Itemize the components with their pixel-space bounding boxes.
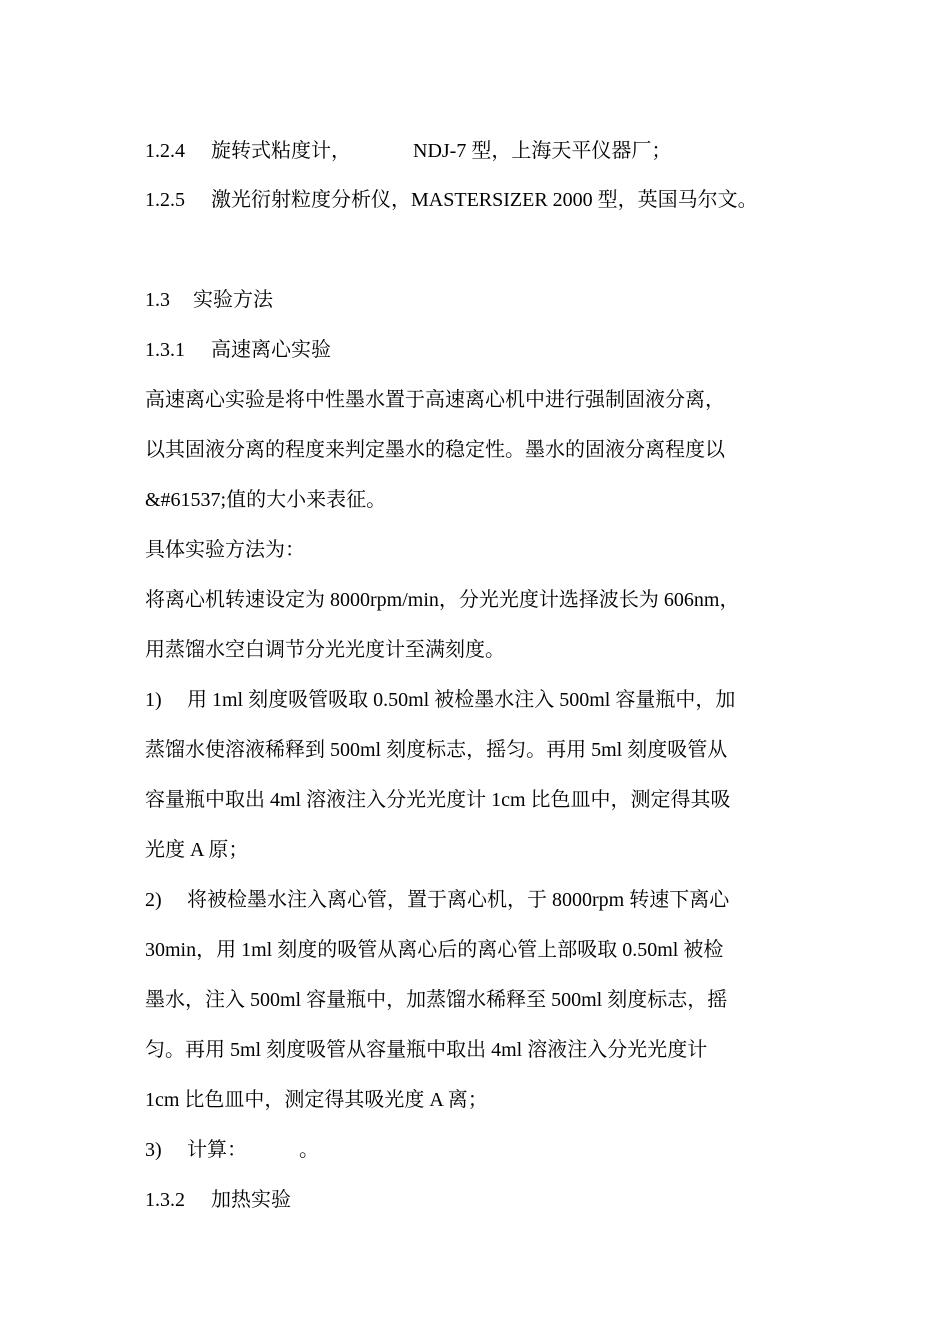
item-text: 激光衍射粒度分析仪，MASTERSIZER 2000 型，英国马尔文。 — [211, 189, 758, 211]
step-text: 将被检墨水注入离心管，置于离心机，于 8000rpm 转速下离心 — [187, 889, 730, 911]
section-heading-1-3-1 — [145, 338, 331, 362]
item-1-2-5 — [145, 188, 758, 212]
step-number: 3) — [145, 1139, 162, 1161]
item-text: 旋转式粘度计， — [211, 140, 351, 162]
step-number: 1) — [145, 689, 162, 711]
step-2-line: 1cm 比色皿中，测定得其吸光度 A 离； — [145, 1089, 488, 1111]
step-1-line: 蒸馏水使溶液稀释到 500ml 刻度标志，摇匀。再用 5ml 刻度吸管从 — [145, 739, 728, 761]
step-end-mark: 。 — [299, 1139, 319, 1161]
step-1-line: 光度 A 原； — [145, 839, 249, 861]
item-text-model: NDJ-7 型，上海天平仪器厂； — [413, 140, 672, 162]
item-1-2-4 — [145, 139, 671, 163]
step-1-line: 容量瓶中取出 4ml 溶液注入分光光度计 1cm 比色皿中，测定得其吸 — [145, 789, 731, 811]
step-2-line — [145, 888, 729, 912]
step-2-line: 墨水，注入 500ml 容量瓶中，加蒸馏水稀释至 500ml 刻度标志，摇 — [145, 989, 728, 1011]
paragraph-line: 用蒸馏水空白调节分光光度计至满刻度。 — [145, 639, 505, 661]
step-2-line: 匀。再用 5ml 刻度吸管从容量瓶中取出 4ml 溶液注入分光光度计 — [145, 1039, 708, 1061]
paragraph-line: 将离心机转速设定为 8000rpm/min，分光光度计选择波长为 606nm， — [145, 589, 740, 611]
paragraph-line: 高速离心实验是将中性墨水置于高速离心机中进行强制固液分离， — [145, 389, 725, 411]
step-2-line: 30min，用 1ml 刻度的吸管从离心后的离心管上部吸取 0.50ml 被检 — [145, 939, 724, 961]
section-title: 高速离心实验 — [211, 339, 331, 361]
step-text: 计算： — [187, 1139, 247, 1161]
section-title: 实验方法 — [193, 289, 273, 311]
section-number: 1.3.1 — [145, 339, 185, 361]
item-number: 1.2.5 — [145, 189, 185, 211]
section-title: 加热实验 — [211, 1189, 291, 1211]
paragraph-line: 以其固液分离的程度来判定墨水的稳定性。墨水的固液分离程度以 — [145, 439, 725, 461]
paragraph-line: &#61537;值的大小来表征。 — [145, 489, 387, 511]
paragraph-line: 具体实验方法为： — [145, 539, 305, 561]
item-number: 1.2.4 — [145, 140, 185, 162]
section-number: 1.3 — [145, 289, 170, 311]
step-1-line — [145, 688, 735, 712]
step-number: 2) — [145, 889, 162, 911]
section-heading-1-3-2 — [145, 1188, 291, 1212]
step-text: 用 1ml 刻度吸管吸取 0.50ml 被检墨水注入 500ml 容量瓶中，加 — [187, 689, 736, 711]
section-heading-1-3 — [145, 288, 273, 312]
step-3-line — [145, 1138, 319, 1162]
section-number: 1.3.2 — [145, 1189, 185, 1211]
